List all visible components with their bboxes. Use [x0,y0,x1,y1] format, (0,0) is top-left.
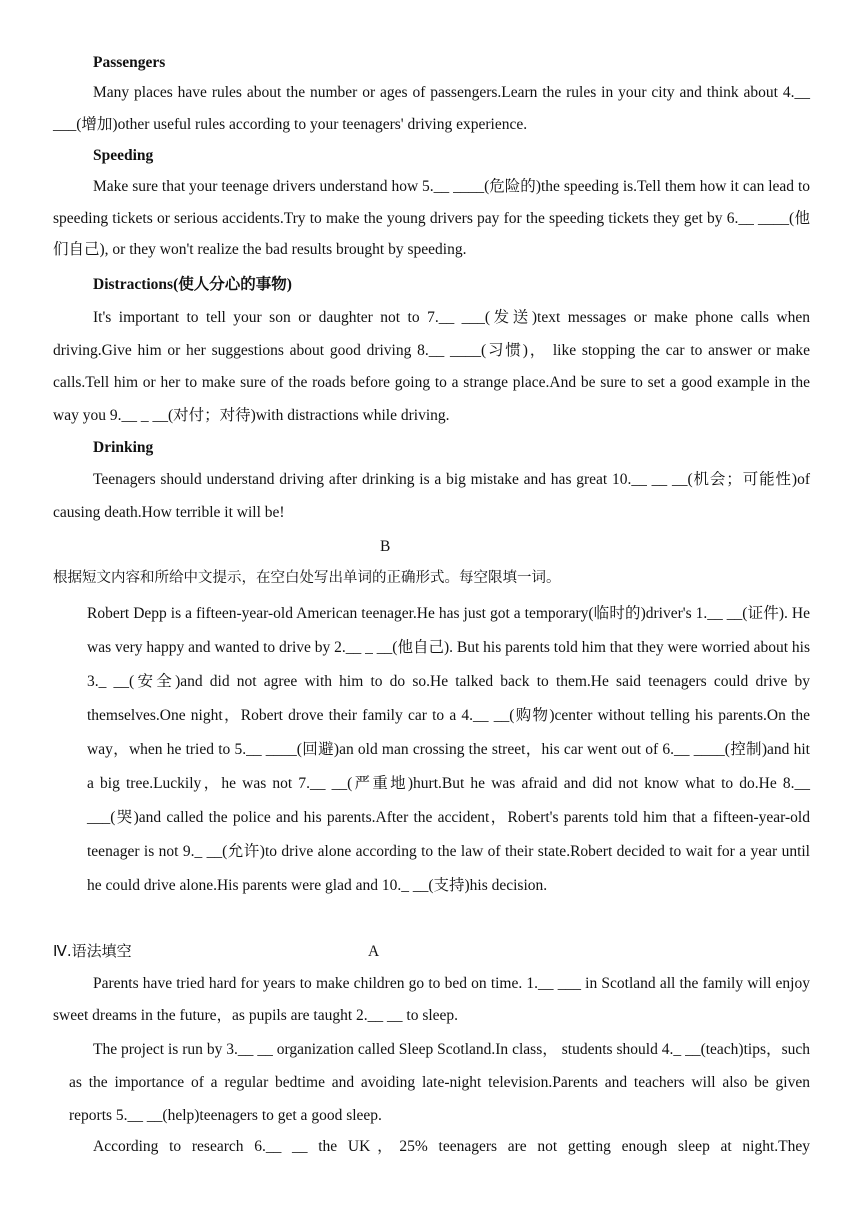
heading-passengers: Passengers [93,54,166,71]
paragraph-passengers: Many places have rules about the number or ages of passengers.Learn the rules in your city and think about 4.__ ___(增加)other useful rules according to your teenagers' driving experience. [53,84,810,133]
paragraph-sleep-3: According to research 6.__ __ the UK，25% teenagers are not getting enough sleep at night.They [93,1138,810,1155]
paragraph-distractions: It's important to tell your son or daughter not to 7.__ ___(发送)text messages or make phone calls when driving.Give him or her suggestions about good driving 8.__ ____(习惯)， like stopping the car to answer or make calls.Tell him or her to make sure of the roads before going to a strange place.And be sure to set a good example in the way you 9.__ _ __(对付；对待)with distractions while driving. [53,309,810,424]
paragraph-sleep-1: Parents have tried hard for years to make children go to bed on time. 1.__ ___ in Scotland all the family will enjoy sweet dreams in the future，as pupils are taught 2.__ __ to sleep. [53,975,810,1024]
paragraph-robert-depp-text: Robert Depp is a fifteen-year-old American teenager.He has just got a temporary(临时的)driver's 1.__ __(证件). He was very happy and wanted to drive by 2.__ _ __(他自己). But his parents told him that they were worried about his 3._ __(安全)and did not agree with him to do so.He talked back to them.He said teenagers could drive by themselves.One night，Robert drove their family car to a 4.__ __(购物)center without telling his parents.On the way，when he tried to 5.__ ____(回避)an old man crossing the street，his car went out of 6.__ ____(控制)and hit a big tree.Luckily，he was not 7.__ __(严重地)hurt.But he was afraid and did not know what to do.He 8.__ ___(哭)and called the police and his parents.After the accident，Robert's parents told him that a fifteen-year-old teenager is not 9._ __(允许)to drive alone according to the law of their state.Robert decided to wait for a year until he could drive alone.His parents were glad and 10._ __(支持)his decision. [87,605,810,894]
paragraph-robert-depp [87,597,810,903]
paragraph-speeding: Make sure that your teenage drivers understand how 5.__ ____(危险的)the speeding is.Tell them how it can lead to speeding tickets or serious accidents.Try to make the young drivers pay for the speeding tickets they get by 6.__ ____(他们自己), or they won't realize the bad results brought by speeding. [53,178,810,258]
paragraph-drinking: Teenagers should understand driving after drinking is a big mistake and has great 10.__ __ __(机会；可能性)of causing death.How terrible it will be! [53,471,810,521]
paragraph-sleep-2: The project is run by 3.__ __ organization called Sleep Scotland.In class， students should 4._ __(teach)tips，such as the importance of a regular bedtime and avoiding late-night television.Parents and teachers will also be given reports 5.__ __(help)teenagers to get a good sleep. [69,1041,810,1124]
section-iv-title: Ⅳ.语法填空 [53,942,132,960]
heading-speeding: Speeding [93,147,154,164]
section-iv-label-a: A [368,943,380,960]
instruction-b: 根据短文内容和所给中文提示，在空白处写出单词的正确形式。每空限填一词。 [53,570,561,586]
heading-distractions: Distractions(使人分心的事物) [93,276,292,293]
section-label-b: B [380,538,391,555]
heading-drinking: Drinking [93,439,154,456]
